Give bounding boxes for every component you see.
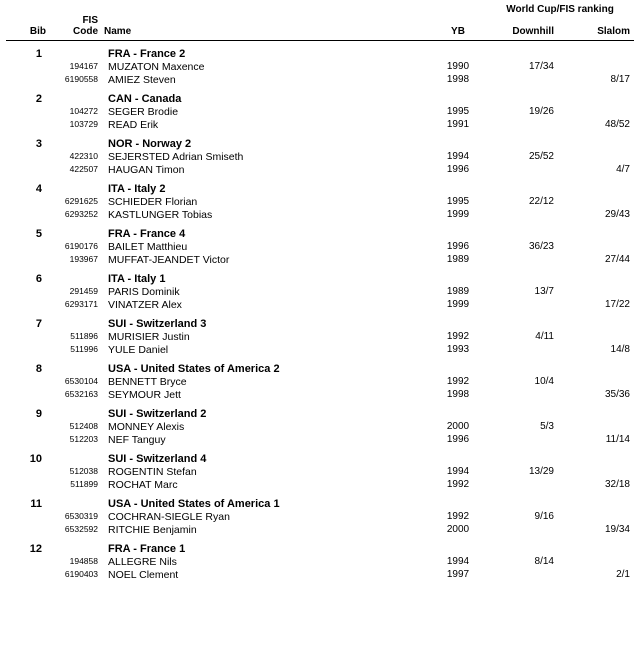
team-bib: 6 xyxy=(35,273,42,285)
athlete-row xyxy=(6,253,634,266)
athlete-slalom-rank: 2/1 xyxy=(616,569,630,580)
team-row xyxy=(6,86,634,105)
athlete-row xyxy=(6,523,634,536)
athlete-row xyxy=(6,285,634,298)
team-fis-spacer xyxy=(46,311,104,330)
team-dh-spacer xyxy=(486,176,560,195)
athlete-yb: 1995 xyxy=(446,196,470,207)
team-name: USA - United States of America 2 xyxy=(108,363,280,375)
athlete-yb: 1989 xyxy=(446,286,470,297)
header-fis-line1: FIS xyxy=(82,15,98,26)
athlete-bib-spacer xyxy=(6,150,46,163)
athlete-row xyxy=(6,330,634,343)
header-bib: Bib xyxy=(6,16,46,41)
athlete-slalom-rank xyxy=(560,510,634,523)
team-bib: 7 xyxy=(35,318,42,330)
team-yb-spacer xyxy=(430,446,486,465)
athlete-fis-code: 512203 xyxy=(69,434,98,444)
athlete-fis-code: 422310 xyxy=(69,151,98,161)
athlete-slalom-rank xyxy=(560,195,634,208)
athlete-fis-code: 6293171 xyxy=(64,299,98,309)
athlete-yb: 1994 xyxy=(446,556,470,567)
team-dh-spacer xyxy=(486,86,560,105)
athlete-bib-spacer xyxy=(6,478,46,491)
athlete-name: NEF Tanguy xyxy=(108,434,166,446)
athlete-fis-code: 6532592 xyxy=(64,524,98,534)
team-fis-spacer xyxy=(46,221,104,240)
athlete-yb: 1992 xyxy=(446,331,470,342)
team-dh-spacer xyxy=(486,221,560,240)
athlete-row xyxy=(6,478,634,491)
team-bib: 4 xyxy=(35,183,42,195)
athlete-name: YULE Daniel xyxy=(108,344,169,356)
team-yb-spacer xyxy=(430,131,486,150)
athlete-name: BENNETT Bryce xyxy=(108,376,187,388)
team-yb-spacer xyxy=(430,311,486,330)
athlete-downhill-rank: 10/4 xyxy=(534,376,554,387)
athlete-row xyxy=(6,388,634,401)
team-yb-spacer xyxy=(430,86,486,105)
team-name: USA - United States of America 1 xyxy=(108,498,280,510)
athlete-slalom-rank: 35/36 xyxy=(604,389,630,400)
athlete-slalom-rank xyxy=(560,150,634,163)
header-yb-spacer xyxy=(430,4,486,16)
athlete-downhill-rank xyxy=(486,253,560,266)
team-name: SUI - Switzerland 2 xyxy=(108,408,207,420)
athlete-bib-spacer xyxy=(6,240,46,253)
athlete-yb: 1999 xyxy=(446,299,470,310)
athlete-bib-spacer xyxy=(6,118,46,131)
athlete-downhill-rank xyxy=(486,433,560,446)
team-fis-spacer xyxy=(46,401,104,420)
team-row xyxy=(6,176,634,195)
athlete-downhill-rank: 22/12 xyxy=(528,196,554,207)
athlete-yb: 1993 xyxy=(446,344,470,355)
athlete-slalom-rank xyxy=(560,420,634,433)
athlete-bib-spacer xyxy=(6,568,46,581)
athlete-name: READ Erik xyxy=(108,119,159,131)
athlete-row xyxy=(6,555,634,568)
team-sl-spacer xyxy=(560,41,634,61)
athlete-name: PARIS Dominik xyxy=(108,286,180,298)
athlete-yb: 1992 xyxy=(446,479,470,490)
athlete-bib-spacer xyxy=(6,285,46,298)
athlete-row xyxy=(6,510,634,523)
athlete-slalom-rank: 48/52 xyxy=(604,119,630,130)
athlete-row xyxy=(6,420,634,433)
athlete-fis-code: 193967 xyxy=(69,254,98,264)
athlete-yb: 1992 xyxy=(446,511,470,522)
athlete-yb: 1996 xyxy=(446,164,470,175)
athlete-downhill-rank xyxy=(486,343,560,356)
athlete-fis-code: 6190403 xyxy=(64,569,98,579)
team-sl-spacer xyxy=(560,491,634,510)
athlete-bib-spacer xyxy=(6,195,46,208)
team-sl-spacer xyxy=(560,536,634,555)
team-row xyxy=(6,41,634,61)
athlete-name: SCHIEDER Florian xyxy=(108,196,198,208)
athlete-name: VINATZER Alex xyxy=(108,299,182,311)
athlete-yb: 1999 xyxy=(446,209,470,220)
athlete-row xyxy=(6,163,634,176)
team-yb-spacer xyxy=(430,176,486,195)
athlete-slalom-rank: 14/8 xyxy=(610,344,630,355)
team-bib: 3 xyxy=(35,138,42,150)
athlete-slalom-rank xyxy=(560,330,634,343)
athlete-row xyxy=(6,375,634,388)
header-downhill: Downhill xyxy=(486,16,560,41)
athlete-name: MONNEY Alexis xyxy=(108,421,185,433)
team-row xyxy=(6,401,634,420)
header-fis-code xyxy=(46,16,104,41)
team-yb-spacer xyxy=(430,356,486,375)
athlete-bib-spacer xyxy=(6,163,46,176)
team-yb-spacer xyxy=(430,41,486,61)
team-bib: 12 xyxy=(29,543,42,555)
team-dh-spacer xyxy=(486,266,560,285)
athlete-name: KASTLUNGER Tobias xyxy=(108,209,213,221)
team-sl-spacer xyxy=(560,221,634,240)
team-bib: 9 xyxy=(35,408,42,420)
athlete-row xyxy=(6,433,634,446)
athlete-bib-spacer xyxy=(6,555,46,568)
team-dh-spacer xyxy=(486,536,560,555)
athlete-yb: 1996 xyxy=(446,434,470,445)
athlete-yb: 2000 xyxy=(446,524,470,535)
team-bib: 2 xyxy=(35,93,42,105)
athlete-yb: 2000 xyxy=(446,421,470,432)
athlete-bib-spacer xyxy=(6,465,46,478)
athlete-fis-code: 422507 xyxy=(69,164,98,174)
team-row xyxy=(6,491,634,510)
athlete-row xyxy=(6,105,634,118)
athlete-yb: 1989 xyxy=(446,254,470,265)
team-row xyxy=(6,221,634,240)
athlete-fis-code: 6530319 xyxy=(64,511,98,521)
team-fis-spacer xyxy=(46,266,104,285)
team-dh-spacer xyxy=(486,401,560,420)
athlete-slalom-rank: 11/14 xyxy=(605,434,630,445)
athlete-downhill-rank xyxy=(486,298,560,311)
athlete-name: COCHRAN-SIEGLE Ryan xyxy=(108,511,230,523)
team-dh-spacer xyxy=(486,491,560,510)
athlete-row xyxy=(6,343,634,356)
team-fis-spacer xyxy=(46,176,104,195)
header-fis-line2: Code xyxy=(73,25,98,37)
athlete-row xyxy=(6,118,634,131)
team-row xyxy=(6,311,634,330)
header-slalom: Slalom xyxy=(560,16,634,41)
athlete-bib-spacer xyxy=(6,253,46,266)
team-name: SUI - Switzerland 4 xyxy=(108,453,207,465)
athlete-downhill-rank: 9/16 xyxy=(534,511,554,522)
athlete-downhill-rank: 25/52 xyxy=(528,151,554,162)
athlete-slalom-rank xyxy=(560,105,634,118)
athlete-bib-spacer xyxy=(6,73,46,86)
athlete-downhill-rank xyxy=(486,478,560,491)
athlete-fis-code: 512408 xyxy=(69,421,98,431)
athlete-yb: 1990 xyxy=(446,61,470,72)
athlete-name: SEJERSTED Adrian Smiseth xyxy=(108,151,244,163)
table-body xyxy=(6,41,634,582)
athlete-yb: 1997 xyxy=(446,569,470,580)
team-sl-spacer xyxy=(560,401,634,420)
athlete-name: HAUGAN Timon xyxy=(108,164,185,176)
athlete-slalom-rank xyxy=(560,375,634,388)
team-sl-spacer xyxy=(560,266,634,285)
athlete-fis-code: 6190176 xyxy=(64,241,98,251)
athlete-slalom-rank: 17/22 xyxy=(604,299,630,310)
team-sl-spacer xyxy=(560,131,634,150)
athlete-fis-code: 194858 xyxy=(69,556,98,566)
team-dh-spacer xyxy=(486,356,560,375)
athlete-yb: 1994 xyxy=(446,151,470,162)
team-row xyxy=(6,131,634,150)
athlete-slalom-rank: 4/7 xyxy=(616,164,630,175)
team-bib: 11 xyxy=(30,498,42,510)
header-name: Name xyxy=(104,16,430,41)
team-sl-spacer xyxy=(560,176,634,195)
team-name: FRA - France 2 xyxy=(108,48,186,60)
athlete-name: BAILET Matthieu xyxy=(108,241,188,253)
athlete-fis-code: 511899 xyxy=(70,479,98,489)
athlete-bib-spacer xyxy=(6,388,46,401)
team-bib: 10 xyxy=(29,453,42,465)
athlete-name: MUFFAT-JEANDET Victor xyxy=(108,254,230,266)
athlete-downhill-rank: 4/11 xyxy=(535,331,554,342)
athlete-fis-code: 6190558 xyxy=(64,74,98,84)
team-name: CAN - Canada xyxy=(108,93,182,105)
team-fis-spacer xyxy=(46,131,104,150)
athlete-bib-spacer xyxy=(6,433,46,446)
team-sl-spacer xyxy=(560,446,634,465)
athlete-downhill-rank xyxy=(486,523,560,536)
athlete-downhill-rank xyxy=(486,388,560,401)
athlete-row xyxy=(6,73,634,86)
team-fis-spacer xyxy=(46,356,104,375)
athlete-bib-spacer xyxy=(6,510,46,523)
athlete-bib-spacer xyxy=(6,420,46,433)
team-bib: 5 xyxy=(35,228,42,240)
athlete-slalom-rank: 32/18 xyxy=(604,479,630,490)
athlete-bib-spacer xyxy=(6,330,46,343)
athlete-name: NOEL Clement xyxy=(108,569,179,581)
team-sl-spacer xyxy=(560,356,634,375)
athlete-bib-spacer xyxy=(6,298,46,311)
team-sl-spacer xyxy=(560,86,634,105)
athlete-downhill-rank: 5/3 xyxy=(540,421,554,432)
header-bib-spacer xyxy=(6,4,46,16)
athlete-fis-code: 291459 xyxy=(69,286,98,296)
team-bib: 8 xyxy=(35,363,42,375)
team-yb-spacer xyxy=(430,491,486,510)
athlete-downhill-rank: 13/7 xyxy=(534,286,554,297)
athlete-fis-code: 194167 xyxy=(69,61,98,71)
athlete-downhill-rank xyxy=(486,118,560,131)
athlete-row xyxy=(6,150,634,163)
team-sl-spacer xyxy=(560,311,634,330)
athlete-slalom-rank xyxy=(560,555,634,568)
athlete-yb: 1995 xyxy=(446,106,470,117)
team-yb-spacer xyxy=(430,221,486,240)
athlete-fis-code: 6293252 xyxy=(64,209,98,219)
athlete-downhill-rank xyxy=(486,208,560,221)
athlete-downhill-rank: 8/14 xyxy=(534,556,554,567)
athlete-row xyxy=(6,568,634,581)
athlete-bib-spacer xyxy=(6,60,46,73)
athlete-fis-code: 6530104 xyxy=(64,376,98,386)
team-dh-spacer xyxy=(486,446,560,465)
team-name: FRA - France 4 xyxy=(108,228,186,240)
team-row xyxy=(6,266,634,285)
team-row xyxy=(6,446,634,465)
athlete-yb: 1996 xyxy=(446,241,470,252)
athlete-name: MURISIER Justin xyxy=(108,331,190,343)
team-name: ITA - Italy 1 xyxy=(108,273,166,285)
athlete-name: SEGER Brodie xyxy=(108,106,179,118)
table-header xyxy=(6,4,634,41)
team-name: SUI - Switzerland 3 xyxy=(108,318,207,330)
athlete-slalom-rank xyxy=(560,240,634,253)
team-fis-spacer xyxy=(46,86,104,105)
team-dh-spacer xyxy=(486,41,560,61)
athlete-name: ALLEGRE Nils xyxy=(108,556,177,568)
team-yb-spacer xyxy=(430,401,486,420)
athlete-downhill-rank: 17/34 xyxy=(528,61,554,72)
athlete-slalom-rank: 29/43 xyxy=(604,209,630,220)
athlete-downhill-rank xyxy=(486,73,560,86)
team-dh-spacer xyxy=(486,131,560,150)
athlete-fis-code: 511896 xyxy=(70,331,98,341)
team-fis-spacer xyxy=(46,536,104,555)
athlete-fis-code: 104272 xyxy=(69,106,98,116)
team-fis-spacer xyxy=(46,491,104,510)
athlete-row xyxy=(6,298,634,311)
athlete-bib-spacer xyxy=(6,523,46,536)
athlete-row xyxy=(6,240,634,253)
athlete-name: ROGENTIN Stefan xyxy=(108,466,197,478)
team-row xyxy=(6,536,634,555)
athlete-fis-code: 103729 xyxy=(69,119,98,129)
athlete-name: MUZATON Maxence xyxy=(108,61,205,73)
athlete-downhill-rank: 19/26 xyxy=(528,106,554,117)
athlete-fis-code: 511996 xyxy=(70,344,98,354)
athlete-slalom-rank: 8/17 xyxy=(610,74,630,85)
athlete-yb: 1998 xyxy=(446,74,470,85)
athlete-row xyxy=(6,60,634,73)
athlete-slalom-rank: 27/44 xyxy=(604,254,630,265)
athlete-name: RITCHIE Benjamin xyxy=(108,524,197,536)
athlete-downhill-rank xyxy=(486,568,560,581)
team-yb-spacer xyxy=(430,536,486,555)
athlete-slalom-rank: 19/34 xyxy=(604,524,630,535)
athlete-bib-spacer xyxy=(6,343,46,356)
header-name-spacer xyxy=(104,4,430,16)
athlete-bib-spacer xyxy=(6,375,46,388)
athlete-slalom-rank xyxy=(560,60,634,73)
athlete-row xyxy=(6,208,634,221)
team-fis-spacer xyxy=(46,41,104,61)
team-fis-spacer xyxy=(46,446,104,465)
team-yb-spacer xyxy=(430,266,486,285)
athlete-slalom-rank xyxy=(560,465,634,478)
athlete-yb: 1994 xyxy=(446,466,470,477)
athlete-downhill-rank xyxy=(486,163,560,176)
team-dh-spacer xyxy=(486,311,560,330)
athlete-yb: 1998 xyxy=(446,389,470,400)
header-worldcup-group: World Cup/FIS ranking xyxy=(506,4,614,15)
athlete-yb: 1992 xyxy=(446,376,470,387)
athlete-name: AMIEZ Steven xyxy=(108,74,176,86)
team-name: NOR - Norway 2 xyxy=(108,138,192,150)
start-list-table xyxy=(6,4,634,581)
athlete-downhill-rank: 13/29 xyxy=(528,466,554,477)
header-yb: YB xyxy=(430,16,486,41)
team-name: ITA - Italy 2 xyxy=(108,183,166,195)
athlete-row xyxy=(6,465,634,478)
athlete-yb: 1991 xyxy=(446,119,470,130)
athlete-downhill-rank: 36/23 xyxy=(528,241,554,252)
athlete-row xyxy=(6,195,634,208)
athlete-fis-code: 512038 xyxy=(69,466,98,476)
team-bib: 1 xyxy=(35,48,42,60)
athlete-fis-code: 6291625 xyxy=(64,196,98,206)
athlete-bib-spacer xyxy=(6,105,46,118)
athlete-slalom-rank xyxy=(560,285,634,298)
athlete-bib-spacer xyxy=(6,208,46,221)
team-row xyxy=(6,356,634,375)
athlete-name: ROCHAT Marc xyxy=(108,479,178,491)
athlete-fis-code: 6532163 xyxy=(64,389,98,399)
athlete-name: SEYMOUR Jett xyxy=(108,389,181,401)
team-name: FRA - France 1 xyxy=(108,543,186,555)
